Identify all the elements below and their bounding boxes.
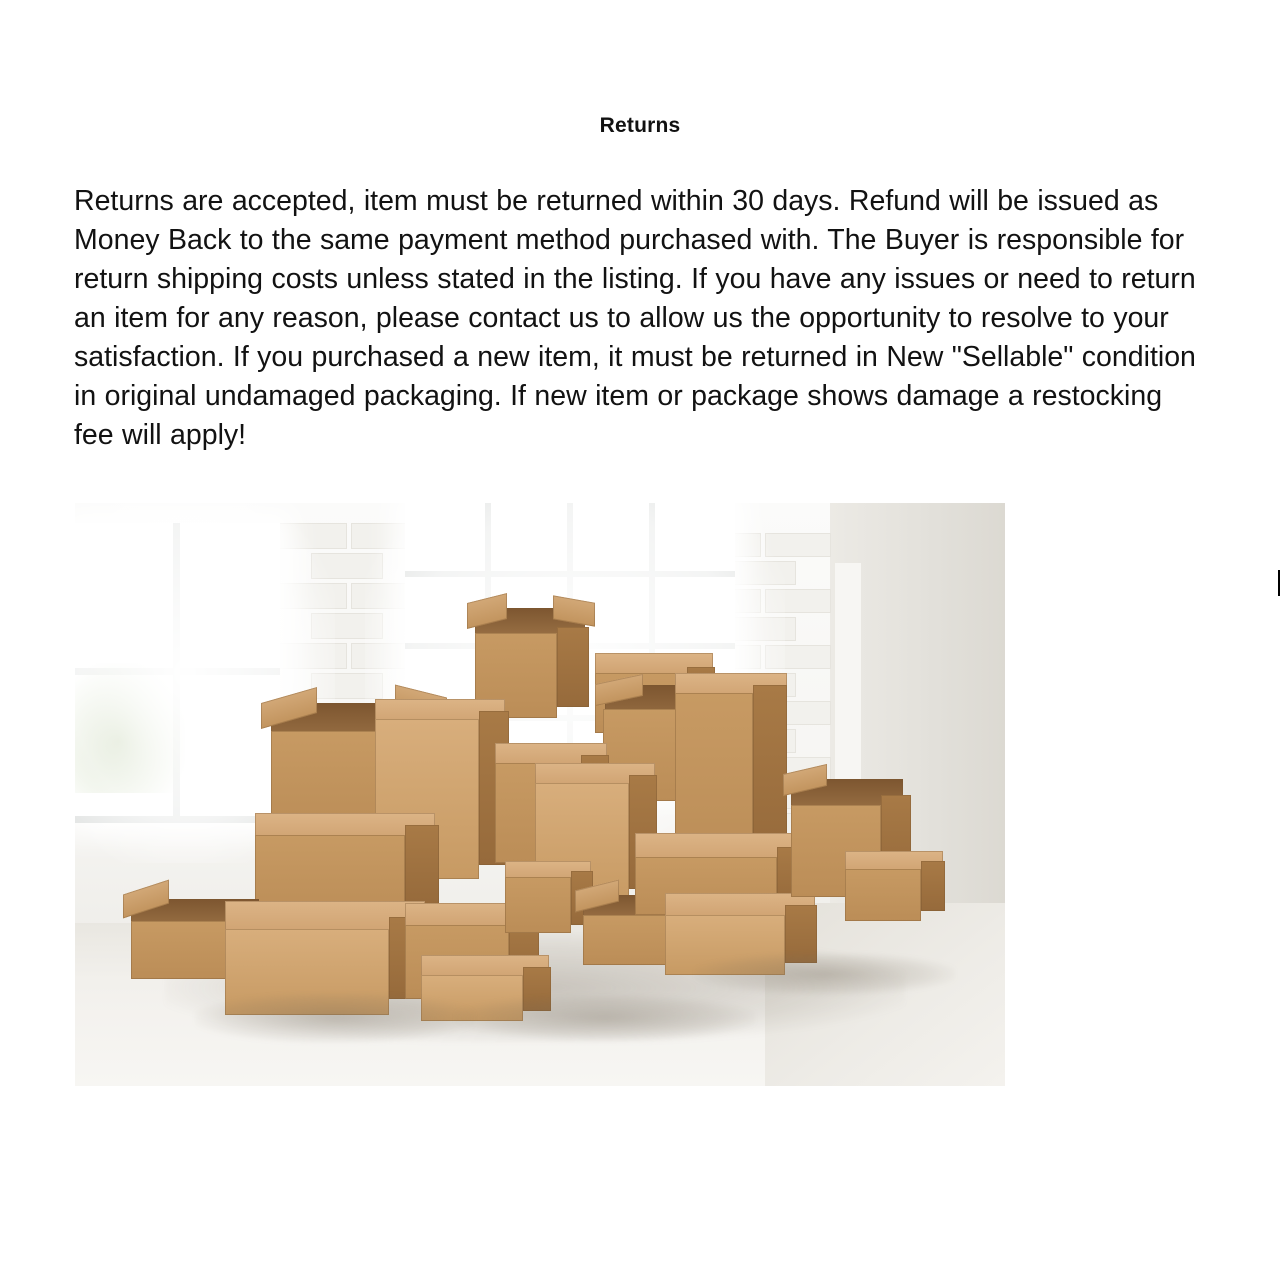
boxes-photo (75, 503, 1005, 1086)
brick (730, 617, 796, 641)
brick (765, 589, 831, 613)
brick (730, 561, 796, 585)
brick (311, 673, 383, 699)
brick (765, 533, 831, 557)
photo-scene (75, 503, 1005, 1086)
page-title: Returns (599, 114, 681, 137)
brick (275, 523, 347, 549)
window-right (835, 563, 861, 793)
returns-policy-text: Returns are accepted, item must be returned within 30 days. Refund will be issued as Money Back to the same payment method purchased with. The Buyer is responsible for return shipping costs unless stated in the listing. If you have any issues or need to return an item for any reason, please contact us to allow us the opportunity to resolve to your satisfaction. If you purchased a new item, it must be returned in New "Sellable" condition in original undamaged packaging. If new item or package shows damage a restocking fee will apply! (74, 185, 1196, 451)
box-shadow (695, 953, 955, 995)
box-shadow (455, 995, 755, 1041)
brick (311, 553, 383, 579)
brick (275, 643, 347, 669)
brick (275, 583, 347, 609)
brick (765, 645, 831, 669)
brick (311, 613, 383, 639)
window-greenery (75, 663, 185, 793)
box-shadow (195, 993, 475, 1043)
